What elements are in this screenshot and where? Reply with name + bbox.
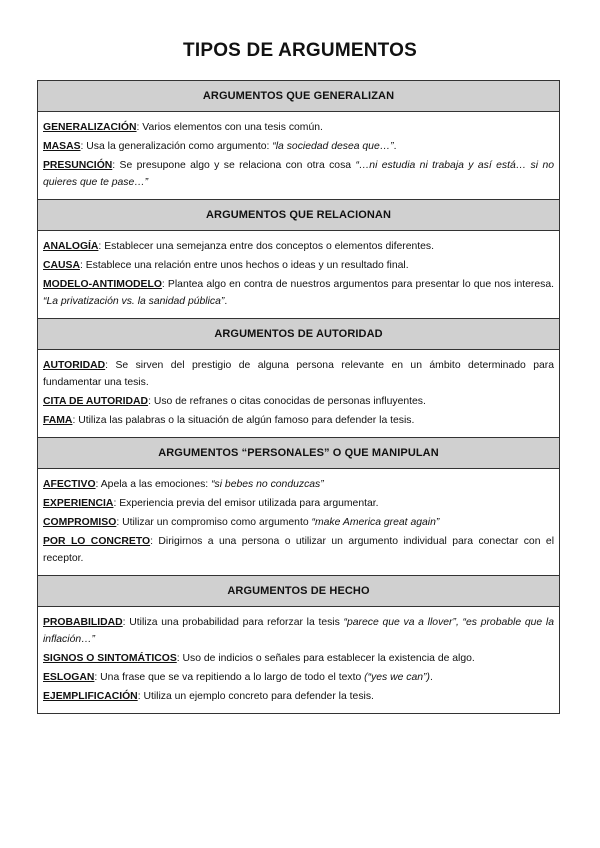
section-header: ARGUMENTOS QUE RELACIONAN <box>38 199 559 231</box>
argument-example: “si bebes no conduzcas” <box>211 479 324 490</box>
argument-description: : Experiencia previa del emisor utilizada para argumentar. <box>113 498 379 509</box>
argument-entry <box>43 412 554 429</box>
argument-entry <box>43 533 554 567</box>
section-generalizan <box>38 81 559 199</box>
argument-entry <box>43 514 554 531</box>
argument-term: ESLOGAN <box>43 672 95 683</box>
argument-term: GENERALIZACIÓN <box>43 122 137 133</box>
section-header: ARGUMENTOS QUE GENERALIZAN <box>38 81 559 112</box>
section-header: ARGUMENTOS DE AUTORIDAD <box>38 318 559 350</box>
argument-entry <box>43 119 554 136</box>
argument-term: ANALOGÍA <box>43 241 99 252</box>
argument-entry <box>43 669 554 686</box>
argument-entry <box>43 650 554 667</box>
argument-tail: . <box>224 296 228 307</box>
argument-example: “la sociedad desea que…” <box>272 141 394 152</box>
argument-description: : Se sirven del prestigio de alguna persona relevante en un ámbito determinado para fundamentar una tesis. <box>43 360 554 388</box>
argument-term: COMPROMISO <box>43 517 117 528</box>
argument-description: : Apela a las emociones: <box>95 479 212 490</box>
argument-description: : Uso de refranes o citas conocidas de personas influyentes. <box>148 396 426 407</box>
argument-description: : Utilizar un compromiso como argumento <box>116 517 312 528</box>
section-personales <box>38 437 559 575</box>
section-autoridad <box>38 318 559 437</box>
argument-entry <box>43 688 554 705</box>
argument-term: AFECTIVO <box>43 479 96 490</box>
argument-term: CAUSA <box>43 260 80 271</box>
argument-term: CITA DE AUTORIDAD <box>43 396 149 407</box>
section-header: ARGUMENTOS DE HECHO <box>38 575 559 607</box>
argument-entry <box>43 476 554 493</box>
argument-description: : Establece una relación entre unos hechos o ideas y un resultado final. <box>79 260 409 271</box>
argument-example: “parece que va a llover”, “es probable que la inflación…” <box>43 617 554 645</box>
argument-entry <box>43 238 554 255</box>
argument-description: : Dirigirnos a una persona o utilizar un argumento individual para conectar con el receptor. <box>43 536 555 564</box>
argument-description: : Plantea algo en contra de nuestros argumentos para presentar lo que nos interesa. <box>161 279 554 290</box>
argument-description: : Se presupone algo y se relaciona con otra cosa <box>112 160 356 171</box>
argument-term: SIGNOS O SINTOMÁTICOS <box>43 653 177 664</box>
argument-description: : Utiliza un ejemplo concreto para defender la tesis. <box>137 691 374 702</box>
argument-description: : Una frase que se va repitiendo a lo largo de todo el texto <box>94 672 365 683</box>
argument-term: EXPERIENCIA <box>43 498 114 509</box>
section-header: ARGUMENTOS “PERSONALES” O QUE MANIPULAN <box>38 437 559 469</box>
argument-tail: . <box>393 141 397 152</box>
page-title: TIPOS DE ARGUMENTOS <box>183 40 417 61</box>
argument-description: : Establecer una semejanza entre dos conceptos o elementos diferentes. <box>98 241 435 252</box>
argument-description: : Usa la generalización como argumento: <box>80 141 273 152</box>
argument-term: EJEMPLIFICACIÓN <box>43 691 138 702</box>
section-relacionan <box>38 199 559 318</box>
argument-example: “make America great again” <box>311 517 440 528</box>
argument-example: “La privatización vs. la sanidad pública” <box>43 296 225 307</box>
argument-term: MODELO-ANTIMODELO <box>43 279 162 290</box>
argument-entry <box>43 276 554 310</box>
argument-example: (“yes we can”) <box>364 672 430 683</box>
argument-entry <box>43 614 554 648</box>
argument-entry <box>43 495 554 512</box>
argument-term: PRESUNCIÓN <box>43 160 113 171</box>
argument-tail: . <box>429 672 433 683</box>
section-hecho <box>38 575 559 713</box>
argument-term: PROBABILIDAD <box>43 617 123 628</box>
argument-description: : Uso de indicios o señales para establecer la existencia de algo. <box>176 653 475 664</box>
argument-entry <box>43 157 554 191</box>
argument-term: FAMA <box>43 415 73 426</box>
argument-entry <box>43 138 554 155</box>
argument-description: : Utiliza las palabras o la situación de algún famoso para defender la tesis. <box>72 415 415 426</box>
argument-entry <box>43 393 554 410</box>
argument-term: MASAS <box>43 141 81 152</box>
argument-term: POR LO CONCRETO <box>43 536 151 547</box>
argument-example: “…ni estudia ni trabaja y así está… si no quieres que te pase…” <box>43 160 554 188</box>
argument-entry <box>43 257 554 274</box>
argument-term: AUTORIDAD <box>43 360 106 371</box>
argument-description: : Utiliza una probabilidad para reforzar la tesis <box>122 617 344 628</box>
argument-description: : Varios elementos con una tesis común. <box>136 122 323 133</box>
arguments-table <box>37 80 560 714</box>
argument-entry <box>43 357 554 391</box>
